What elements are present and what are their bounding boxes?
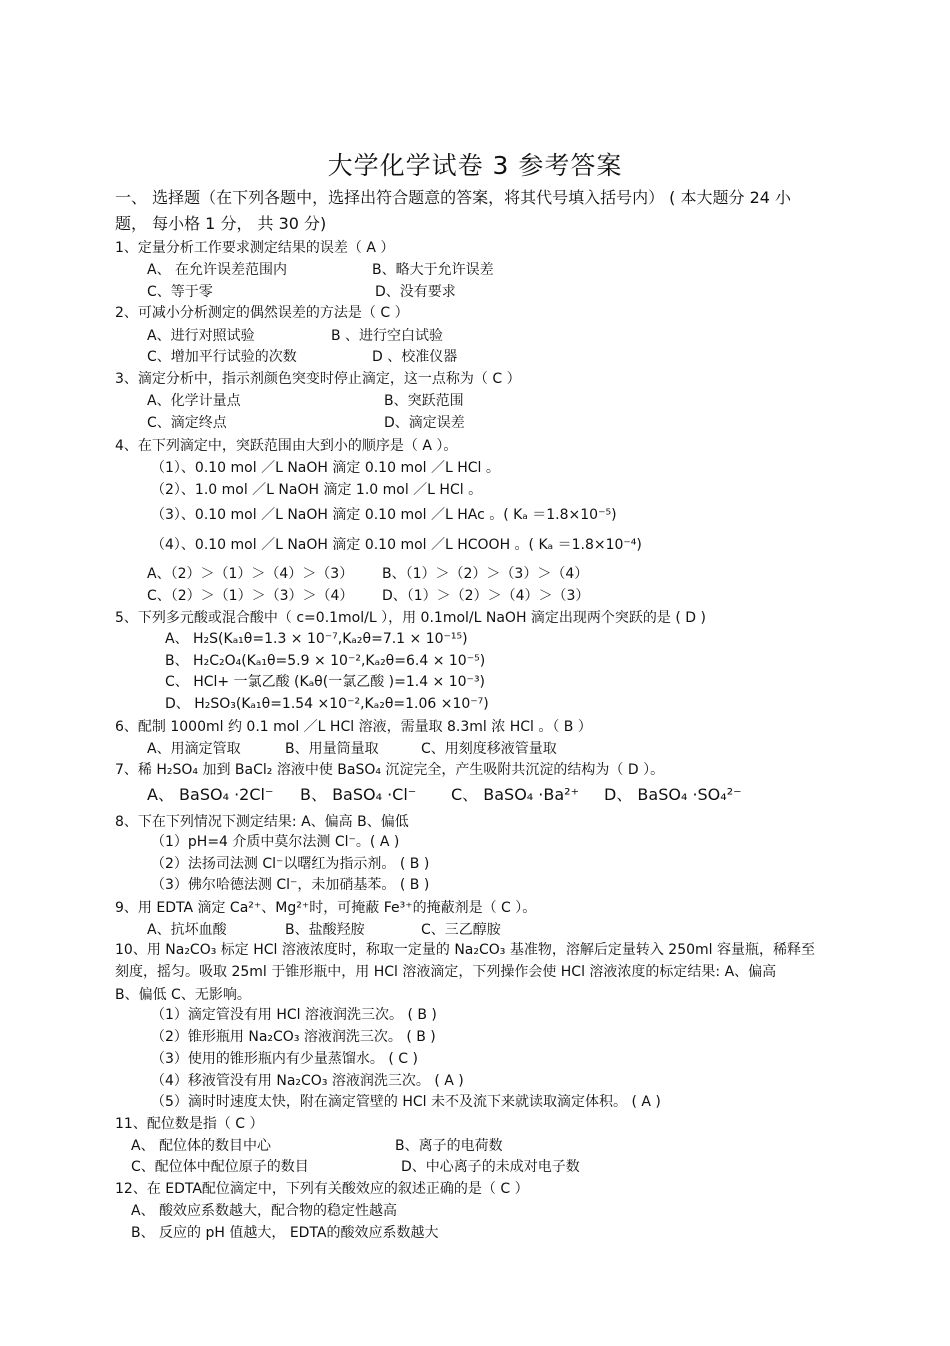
- question-7-option-a: A、 BaSO₄ ·2Cl⁻: [147, 785, 274, 804]
- question-3-stem: 3、滴定分析中，指示剂颜色突变时停止滴定，这一点称为（ C ）: [115, 371, 521, 387]
- question-2-option-c: C、增加平行试验的次数: [147, 349, 297, 365]
- question-11-option-b: B、离子的电荷数: [395, 1138, 503, 1154]
- question-1-option-b: B、略大于允许误差: [372, 262, 494, 278]
- question-11-stem: 11、配位数是指（ C ）: [115, 1116, 264, 1132]
- question-4-item-1: （1）、0.10 mol ／L NaOH 滴定 0.10 mol ／L HCl 。: [151, 460, 500, 476]
- question-10-item-1: （1）滴定管没有用 HCl 溶液润洗三次。 ( B ): [151, 1007, 437, 1023]
- section-heading-cont: 题， 每小格 1 分， 共 30 分): [115, 214, 327, 233]
- question-1-stem: 1、定量分析工作要求测定结果的误差（ A ）: [115, 240, 395, 256]
- question-12-option-a: A、 酸效应系数越大，配合物的稳定性越高: [131, 1203, 398, 1219]
- question-1-option-c: C、等于零: [147, 284, 213, 300]
- question-10-item-5: （5）滴时时速度太快，附在滴定管壁的 HCl 未不及流下来就读取滴定体积。 ( A ): [151, 1094, 661, 1110]
- page-title: 大学化学试卷 3 参考答案: [327, 151, 623, 180]
- question-7-option-d: D、 BaSO₄ ·SO₄²⁻: [604, 785, 742, 804]
- question-7-option-c: C、 BaSO₄ ·Ba²⁺: [451, 785, 580, 804]
- question-6-option-b: B、用量筒量取: [285, 741, 379, 757]
- question-5-option-c: C、 HCl+ 一氯乙酸 (Kₐθ(一氯乙酸 )=1.4 × 10⁻³): [165, 674, 486, 690]
- question-2-option-d: D 、校准仪器: [372, 349, 458, 365]
- question-5-option-d: D、 H₂SO₃(Kₐ₁θ=1.54 ×10⁻²,Kₐ₂θ=1.06 ×10⁻⁷): [165, 696, 489, 712]
- question-6-stem: 6、配制 1000ml 约 0.1 mol ／L HCl 溶液，需量取 8.3ml 浓 HCl 。（ B ）: [115, 719, 592, 735]
- question-3-option-a: A、化学计量点: [147, 393, 241, 409]
- question-1-option-a: A、 在允许误差范围内: [147, 262, 288, 278]
- question-9-option-a: A、抗坏血酸: [147, 922, 227, 938]
- question-2-option-a: A、进行对照试验: [147, 328, 255, 344]
- question-4-option-a: A、（2）＞（1）＞（4）＞（3）: [147, 566, 354, 582]
- section-heading: 一、 选择题（在下列各题中，选择出符合题意的答案，将其代号填入括号内） ( 本大题分 24 小: [115, 188, 792, 207]
- question-4-stem: 4、在下列滴定中，突跃范围由大到小的顺序是（ A ）。: [115, 438, 458, 454]
- question-4-option-b: B、（1）＞（2）＞（3）＞（4）: [382, 566, 589, 582]
- question-10-line-1: 10、用 Na₂CO₃ 标定 HCl 溶液浓度时，称取一定量的 Na₂CO₃ 基准物，溶解后定量转入 250ml 容量瓶，稀释至: [115, 942, 815, 958]
- question-10-item-4: （4）移液管没有用 Na₂CO₃ 溶液润洗三次。 ( A ): [151, 1073, 464, 1089]
- question-7-option-b: B、 BaSO₄ ·Cl⁻: [300, 785, 417, 804]
- question-8-item-1: （1）pH=4 介质中莫尔法测 Cl⁻。( A ): [151, 834, 400, 850]
- question-6-option-c: C、用刻度移液管量取: [421, 741, 557, 757]
- question-10-item-3: （3）使用的锥形瓶内有少量蒸馏水。 ( C ): [151, 1051, 418, 1067]
- question-9-option-b: B、盐酸羟胺: [285, 922, 365, 938]
- question-11-option-c: C、配位体中配位原子的数目: [131, 1159, 309, 1175]
- question-3-option-d: D、滴定误差: [384, 415, 465, 431]
- question-11-option-d: D、中心离子的未成对电子数: [401, 1159, 580, 1175]
- question-6-option-a: A、用滴定管取: [147, 741, 241, 757]
- question-2-option-b: B 、进行空白试验: [331, 328, 444, 344]
- question-11-option-a: A、 配位体的数目中心: [131, 1138, 272, 1154]
- question-8-item-3: （3）佛尔哈德法测 Cl⁻，未加硝基苯。 ( B ): [151, 877, 430, 893]
- question-3-option-c: C、滴定终点: [147, 415, 227, 431]
- question-4-option-d: D、（1）＞（2）＞（4）＞（3）: [382, 588, 590, 604]
- question-9-option-c: C、三乙醇胺: [421, 922, 501, 938]
- question-10-line-3: B、偏低 C、无影响。: [115, 987, 251, 1003]
- question-2-stem: 2、可减小分析测定的偶然误差的方法是（ C ）: [115, 305, 409, 321]
- question-10-item-2: （2）锥形瓶用 Na₂CO₃ 溶液润洗三次。 ( B ): [151, 1029, 436, 1045]
- question-4-item-4: （4）、0.10 mol ／L NaOH 滴定 0.10 mol ／L HCOOH 。( Kₐ ＝1.8×10⁻⁴): [151, 537, 642, 553]
- question-8-item-2: （2）法扬司法测 Cl⁻以曙红为指示剂。 ( B ): [151, 856, 430, 872]
- question-12-option-b: B、 反应的 pH 值越大， EDTA的酸效应系数越大: [131, 1225, 439, 1241]
- question-4-option-c: C、（2）＞（1）＞（3）＞（4）: [147, 588, 354, 604]
- question-3-option-b: B、突跃范围: [384, 393, 464, 409]
- question-8-stem: 8、下在下列情况下测定结果: A、偏高 B、偏低: [115, 814, 409, 830]
- question-1-option-d: D、没有要求: [375, 284, 456, 300]
- question-5-option-b: B、 H₂C₂O₄(Kₐ₁θ=5.9 × 10⁻²,Kₐ₂θ=6.4 × 10⁻⁵): [165, 653, 486, 669]
- question-4-item-2: （2）、1.0 mol ／L NaOH 滴定 1.0 mol ／L HCl 。: [151, 482, 483, 498]
- question-5-option-a: A、 H₂S(Kₐ₁θ=1.3 × 10⁻⁷,Kₐ₂θ=7.1 × 10⁻¹⁵): [165, 631, 468, 647]
- question-9-stem: 9、用 EDTA 滴定 Ca²⁺、Mg²⁺时，可掩蔽 Fe³⁺的掩蔽剂是（ C ）。: [115, 900, 537, 916]
- question-10-line-2: 刻度，摇匀。吸取 25ml 于锥形瓶中，用 HCl 溶液滴定，下列操作会使 HCl 溶液浓度的标定结果: A、偏高: [115, 964, 777, 980]
- question-7-stem: 7、稀 H₂SO₄ 加到 BaCl₂ 溶液中使 BaSO₄ 沉淀完全，产生吸附共沉淀的结构为（ D ）。: [115, 762, 665, 778]
- question-5-stem: 5、下列多元酸或混合酸中（ c=0.1mol/L ），用 0.1mol/L NaOH 滴定出现两个突跃的是 ( D ): [115, 610, 706, 626]
- question-12-stem: 12、在 EDTA配位滴定中，下列有关酸效应的叙述正确的是（ C ）: [115, 1181, 529, 1197]
- question-4-item-3: （3）、0.10 mol ／L NaOH 滴定 0.10 mol ／L HAc 。( Kₐ ＝1.8×10⁻⁵): [151, 507, 617, 523]
